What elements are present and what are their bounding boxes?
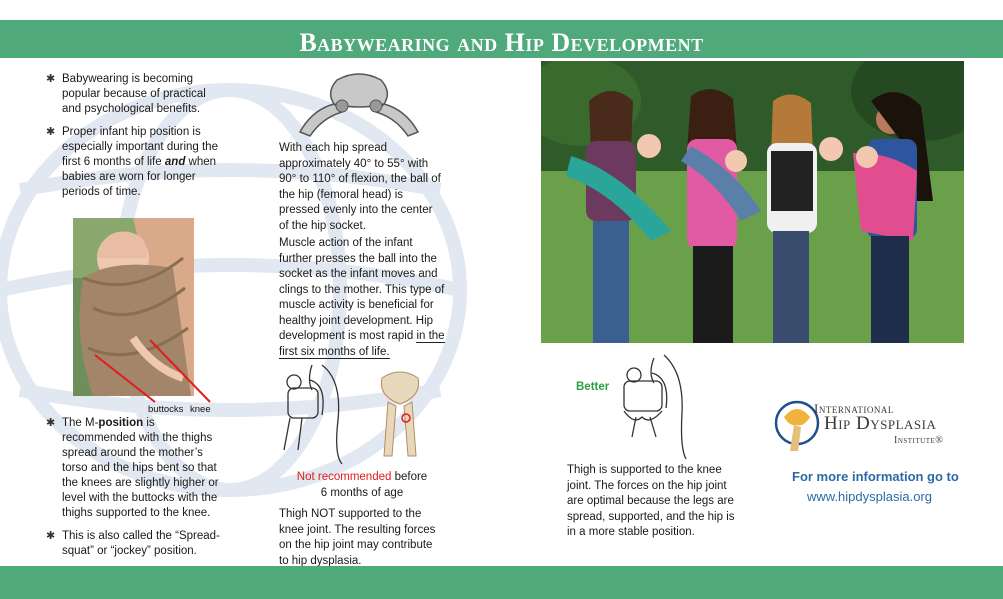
bullet-text: Babywearing is becoming popular because of practical and psychological benefits.: [62, 73, 206, 115]
before-label: before: [391, 471, 428, 483]
ihdi-logo: [774, 393, 974, 455]
bullet-item: [46, 529, 228, 559]
bullet-star-icon: ✱: [46, 530, 56, 542]
left-bullets-bottom: [46, 416, 228, 567]
mothers-group-photo: [541, 61, 964, 343]
months-label: 6 months of age: [320, 486, 404, 499]
para-muscle-action: [279, 236, 445, 360]
buttocks-label: buttocks: [148, 404, 184, 415]
info-url-link[interactable]: www.hipdysplasia.org: [807, 489, 933, 504]
annotation-arrows: [90, 330, 220, 410]
para-muscle-text: Muscle action of the infant further presses the ball into the socket as the infant moves and clings to the mother. This type of muscle activity is beneficial for healthy joint development. Hip development is most rapid: [279, 237, 445, 342]
para-thigh-not-supported: Thigh NOT supported to the knee joint. The resulting forces on the hip joint may contribute to hip dysplasia.: [279, 508, 436, 567]
bullet-item: [46, 72, 221, 117]
knee-label: knee: [190, 404, 211, 415]
bullet-lead: The M-: [62, 417, 99, 429]
bullet-star-icon: ✱: [46, 417, 56, 429]
bullet-emphasis: and: [164, 156, 186, 168]
bullet-text: is recommended with the thighs spread around the mother’s torso and the hips bent so that the knees are slightly higher or level with the buttocks with the thighs supported to the knee.: [62, 417, 219, 519]
bullet-text: when babies are worn for longer periods of time.: [62, 156, 217, 198]
logo-line2: Hip Dysplasia: [824, 413, 937, 434]
para-hip-spread: With each hip spread approximately 40° to 55° with 90° to 110° of flexion, the ball of the hip (femoral head) is pressed evenly into the center of the hip socket.: [279, 142, 441, 232]
bullet-item: [46, 416, 228, 521]
page-title: Babywearing and Hip Development: [299, 28, 704, 57]
bullet-text: This is also called the “Spread-squat” or “jockey” position.: [62, 530, 220, 557]
footer-band: [0, 566, 1003, 599]
logo-line3: Institute®: [894, 435, 944, 446]
not-recommended-caption: [279, 470, 445, 501]
wide-carrier-icon: [614, 353, 704, 461]
para-thigh-supported: Thigh is supported to the knee joint. The forces on the hip joint are optimal because the legs are spread, supported, and the hip is in a more stable position.: [567, 464, 735, 538]
logo-line1: International: [814, 401, 894, 416]
hip-xray-icon: [370, 366, 430, 458]
pelvis-diagram-icon: [292, 70, 426, 140]
bullet-item: [46, 125, 221, 200]
left-bullets-top: [46, 72, 221, 208]
bullet-star-icon: ✱: [46, 126, 56, 138]
para-muscle-last: in the first six months of life.: [279, 330, 445, 358]
bullet-text: Proper infant hip position is especially important during the first 6 months of life: [62, 126, 218, 168]
narrow-carrier-icon: [272, 360, 362, 465]
better-label: Better: [576, 381, 610, 393]
not-recommended-label: Not recommended: [296, 471, 392, 483]
bullet-lead-bold: position: [98, 417, 144, 429]
bullet-star-icon: ✱: [46, 73, 56, 85]
info-label: For more information go to: [792, 469, 959, 484]
